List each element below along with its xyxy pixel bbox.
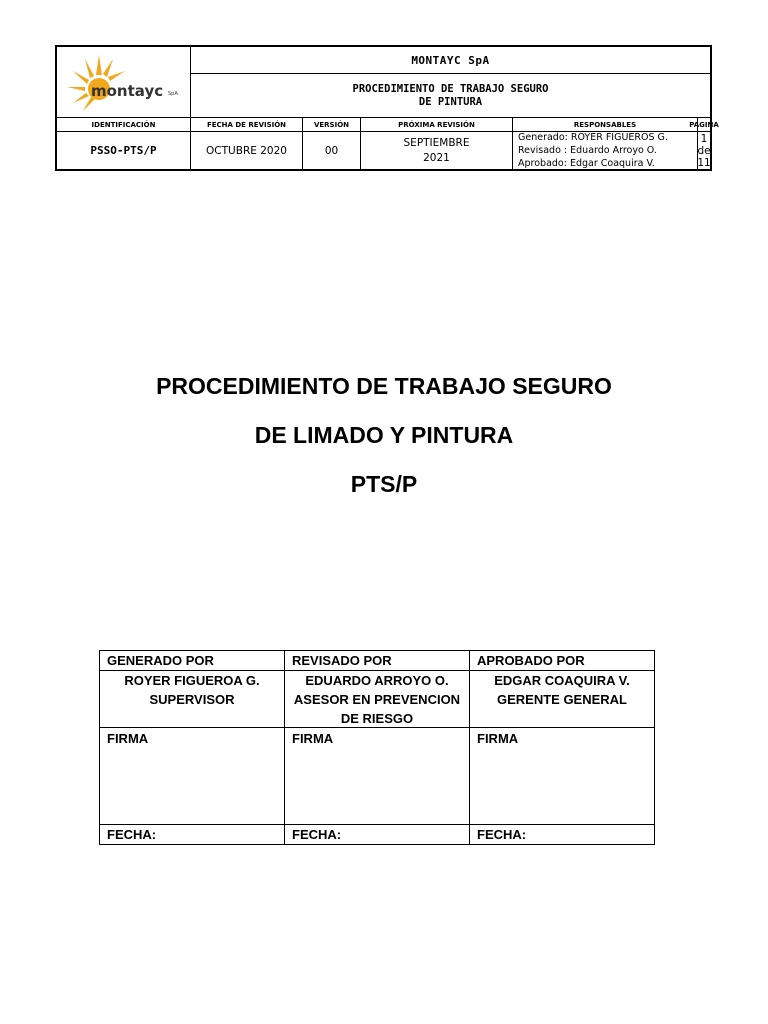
approval-col-aprobado: [470, 651, 654, 844]
responsable-revisado: Revisado : Eduardo Arroyo O.: [518, 145, 657, 156]
header-info-grid: [57, 117, 719, 169]
header-doc-title-line2: DE PINTURA: [418, 95, 483, 108]
value-responsables: [513, 132, 698, 169]
approval-col-generado: [100, 651, 285, 844]
generado-firma: FIRMA: [100, 728, 284, 825]
header-value-row: [57, 132, 710, 169]
logo-cell: [57, 47, 191, 117]
aprobado-person: [470, 671, 654, 728]
revisado-role-line2: DE RIESGO: [340, 711, 414, 726]
company-name: MONTAYC SpA: [191, 47, 710, 74]
header-doc-title: [191, 74, 710, 117]
aprobado-fecha: FECHA:: [477, 827, 527, 842]
revisado-role-line1: ASESOR EN PREVENCION: [293, 692, 461, 707]
col-pagina: PAGINA: [689, 120, 719, 129]
col-responsables: RESPONSABLES: [513, 118, 698, 131]
aprobado-firma: FIRMA: [470, 728, 654, 825]
aprobado-name: EDGAR COAQUIRA V.: [494, 673, 630, 688]
generado-header: GENERADO POR: [100, 651, 284, 671]
generado-fecha: FECHA:: [107, 827, 157, 842]
document-header: [55, 45, 719, 171]
logo-suffix: SpA: [168, 91, 178, 97]
logo-text: montayc: [91, 82, 164, 100]
generado-person: [100, 671, 284, 728]
revisado-fecha: FECHA:: [292, 827, 342, 842]
generado-name: ROYER FIGUEROA G.: [124, 673, 260, 688]
main-title-line1: PROCEDIMIENTO DE TRABAJO SEGURO: [156, 373, 612, 399]
value-proxima-revision: [361, 132, 513, 169]
col-fecha-revision: FECHA DE REVISIÓN: [191, 118, 303, 131]
responsable-aprobado: Aprobado: Edgar Coaquira V.: [518, 158, 655, 169]
approval-table: [99, 650, 655, 845]
responsable-generado: Generado: ROYER FIGUEROS G.: [518, 132, 668, 143]
revisado-firma: FIRMA: [285, 728, 469, 825]
value-pagina: 1 de 11: [697, 132, 711, 169]
revisado-name: EDUARDO ARROYO O.: [305, 673, 449, 688]
proxima-revision-line2: 2021: [423, 151, 450, 164]
proxima-revision-line1: SEPTIEMBRE: [403, 136, 470, 149]
aprobado-role: GERENTE GENERAL: [496, 692, 627, 707]
header-column-row: [57, 118, 719, 132]
montayc-logo: [61, 51, 187, 113]
main-title: [0, 362, 768, 509]
col-proxima-revision: PRÓXIMA REVISIÓN: [361, 118, 513, 131]
approval-col-revisado: [285, 651, 470, 844]
value-identificacion: PSSO-PTS/P: [57, 132, 191, 169]
revisado-header: REVISADO POR: [285, 651, 469, 671]
generado-role: SUPERVISOR: [149, 692, 235, 707]
col-identificacion: IDENTIFICACIÓN: [57, 118, 191, 131]
value-fecha-revision: OCTUBRE 2020: [191, 132, 303, 169]
main-title-line3: PTS/P: [350, 471, 418, 497]
value-version: 00: [303, 132, 361, 169]
main-title-line2: DE LIMADO Y PINTURA: [254, 422, 514, 448]
col-version: VERSIÓN: [303, 118, 361, 131]
aprobado-header: APROBADO POR: [470, 651, 654, 671]
revisado-person: [285, 671, 469, 728]
header-doc-title-line1: PROCEDIMIENTO DE TRABAJO SEGURO: [352, 82, 549, 95]
